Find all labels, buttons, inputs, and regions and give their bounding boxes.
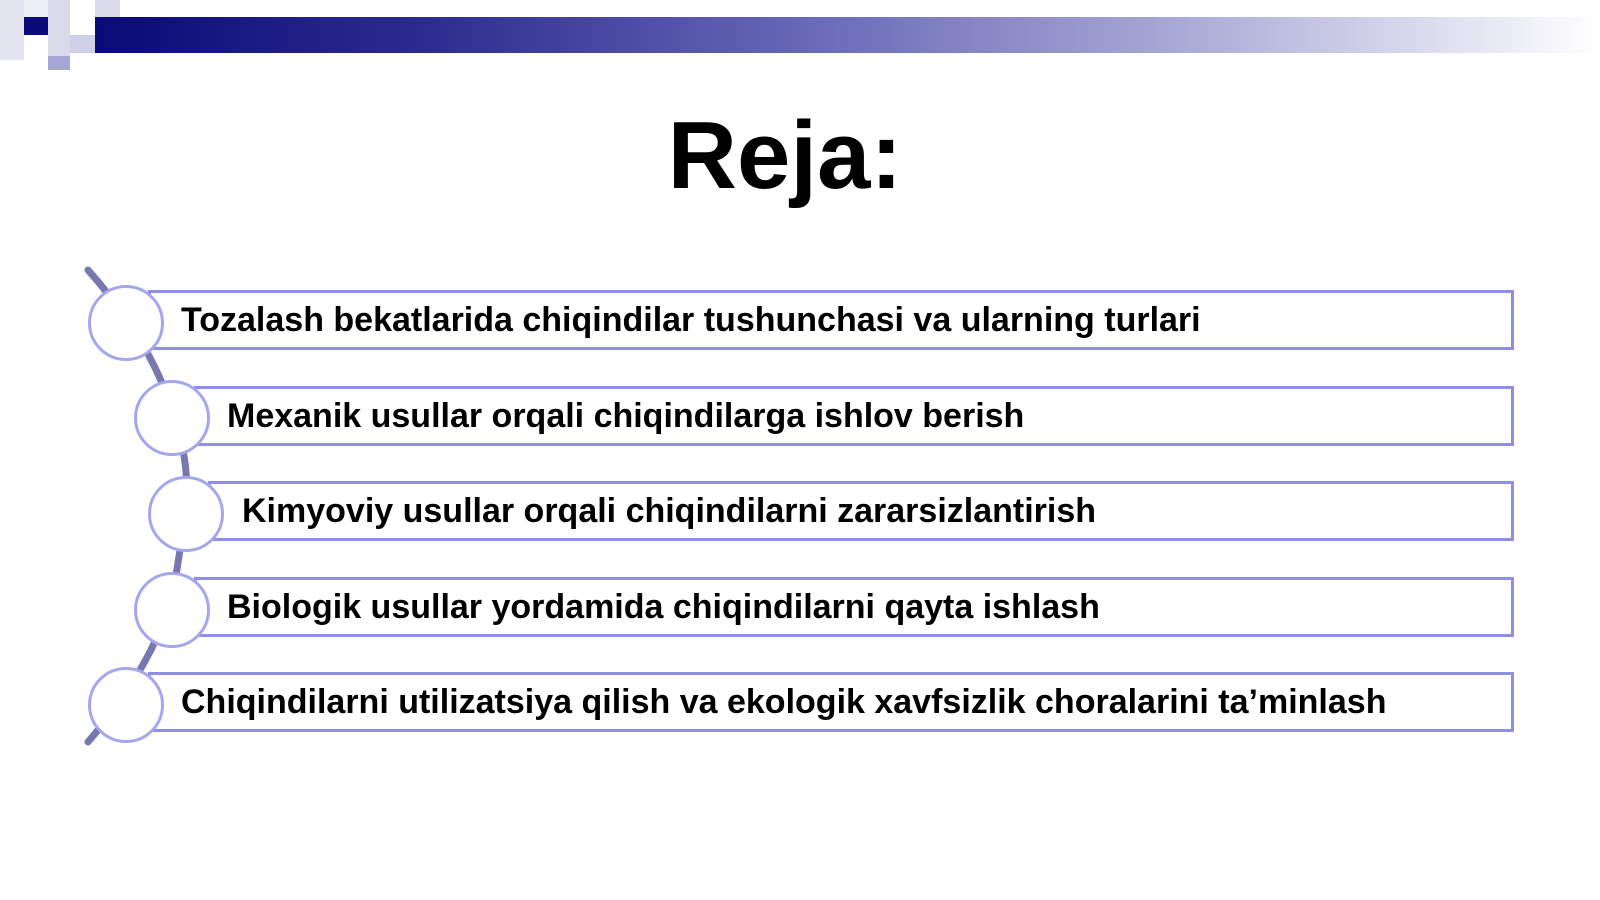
list-item <box>148 290 1514 350</box>
list-item-text: Biologik usullar yordamida chiqindilarni qayta ishlash <box>227 587 1100 626</box>
bullet-circle-icon <box>134 572 210 648</box>
list-item <box>148 672 1514 732</box>
list-item-text: Tozalash bekatlarida chiqindilar tushunchasi va ularning turlari <box>181 300 1201 339</box>
list-item-text: Kimyoviy usullar orqali chiqindilarni zararsizlantirish <box>242 491 1097 530</box>
list-item <box>208 481 1514 541</box>
slide-title: Reja: <box>667 102 903 209</box>
list-item-text: Mexanik usullar orqali chiqindilarga ishlov berish <box>227 396 1025 435</box>
bullet-circle-icon <box>88 667 164 743</box>
list-item-text: Chiqindilarni utilizatsiya qilish va ekologik xavfsizlik choralarini ta’minlash <box>181 682 1387 721</box>
bullet-circle-icon <box>148 476 224 552</box>
bullet-circle-icon <box>134 380 210 456</box>
list-item <box>194 386 1514 446</box>
list-item <box>194 577 1514 637</box>
bullet-circle-icon <box>88 285 164 361</box>
